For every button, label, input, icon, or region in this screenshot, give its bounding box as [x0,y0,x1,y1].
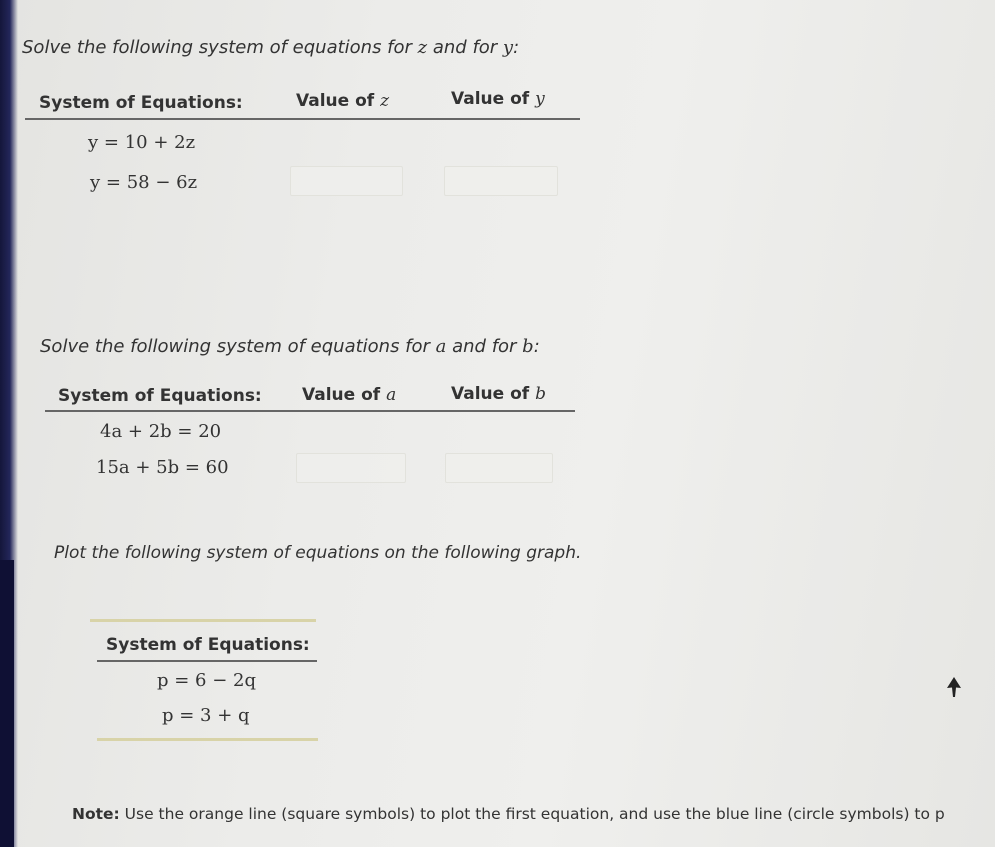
screen-bezel [0,0,18,847]
section1-equation-2: y = 58 − 6z [90,172,198,193]
plot-instructions-note [72,805,945,823]
section1-header-var-y: y [535,89,545,109]
value-of-a-input[interactable] [296,453,406,483]
section2-prompt [40,336,540,357]
section2-header-rule [45,410,575,412]
section3-equation-2: p = 3 + q [162,705,250,726]
section2-prompt-var-a: a [435,336,447,357]
section2-header-value-a-prefix: Value of [302,385,387,405]
section2-prompt-text: Solve the following system of equations for [40,336,436,357]
section1-header-system: System of Equations: [39,93,243,113]
section1-prompt-var-z: z [417,37,428,58]
section3-equation-1: p = 6 − 2q [157,670,256,691]
section3-header-rule [97,660,317,662]
section1-prompt-mid: and for [427,37,503,58]
section2-header-var-b: b [535,384,546,404]
section1-header-value-z-prefix: Value of [296,91,381,111]
section1-prompt-text: Solve the following system of equations for [22,37,418,58]
section1-prompt [22,37,519,58]
section2-header-value-b [451,384,546,404]
section1-header-rule [25,118,580,120]
section2-header-value-a [302,385,396,405]
note-label: Note: [72,805,120,823]
section1-header-value-y-prefix: Value of [451,89,536,109]
section1-header-var-z: z [380,91,390,111]
note-text: Use the orange line (square symbols) to plot the first equation, and use the blue line (circle symbols) to p [119,805,945,823]
section2-header-var-a: a [386,385,397,405]
section2-equation-2: 15a + 5b = 60 [96,457,229,478]
section1-prompt-var-y: y [502,37,514,58]
section2-prompt-colon: : [533,336,540,357]
section3-prompt: Plot the following system of equations on the following graph. [54,543,582,563]
section1-header-value-y [451,89,545,109]
screen-bezel-lower [0,560,14,847]
section2-header-value-b-prefix: Value of [451,384,536,404]
section3-bottom-rule [97,738,318,741]
section1-equation-1: y = 10 + 2z [88,132,196,153]
section2-prompt-mid: and for [446,336,523,357]
section3-top-rule [90,619,316,622]
section1-header-value-z [296,91,389,111]
value-of-b-input[interactable] [445,453,553,483]
section1-prompt-colon: : [513,37,520,58]
section3-header-system: System of Equations: [106,635,310,655]
mouse-cursor-icon [945,676,963,698]
value-of-z-input[interactable] [290,166,403,196]
section2-prompt-var-b: b [522,336,534,357]
value-of-y-input[interactable] [444,166,558,196]
section2-header-system: System of Equations: [58,386,262,406]
section2-equation-1: 4a + 2b = 20 [100,421,222,442]
